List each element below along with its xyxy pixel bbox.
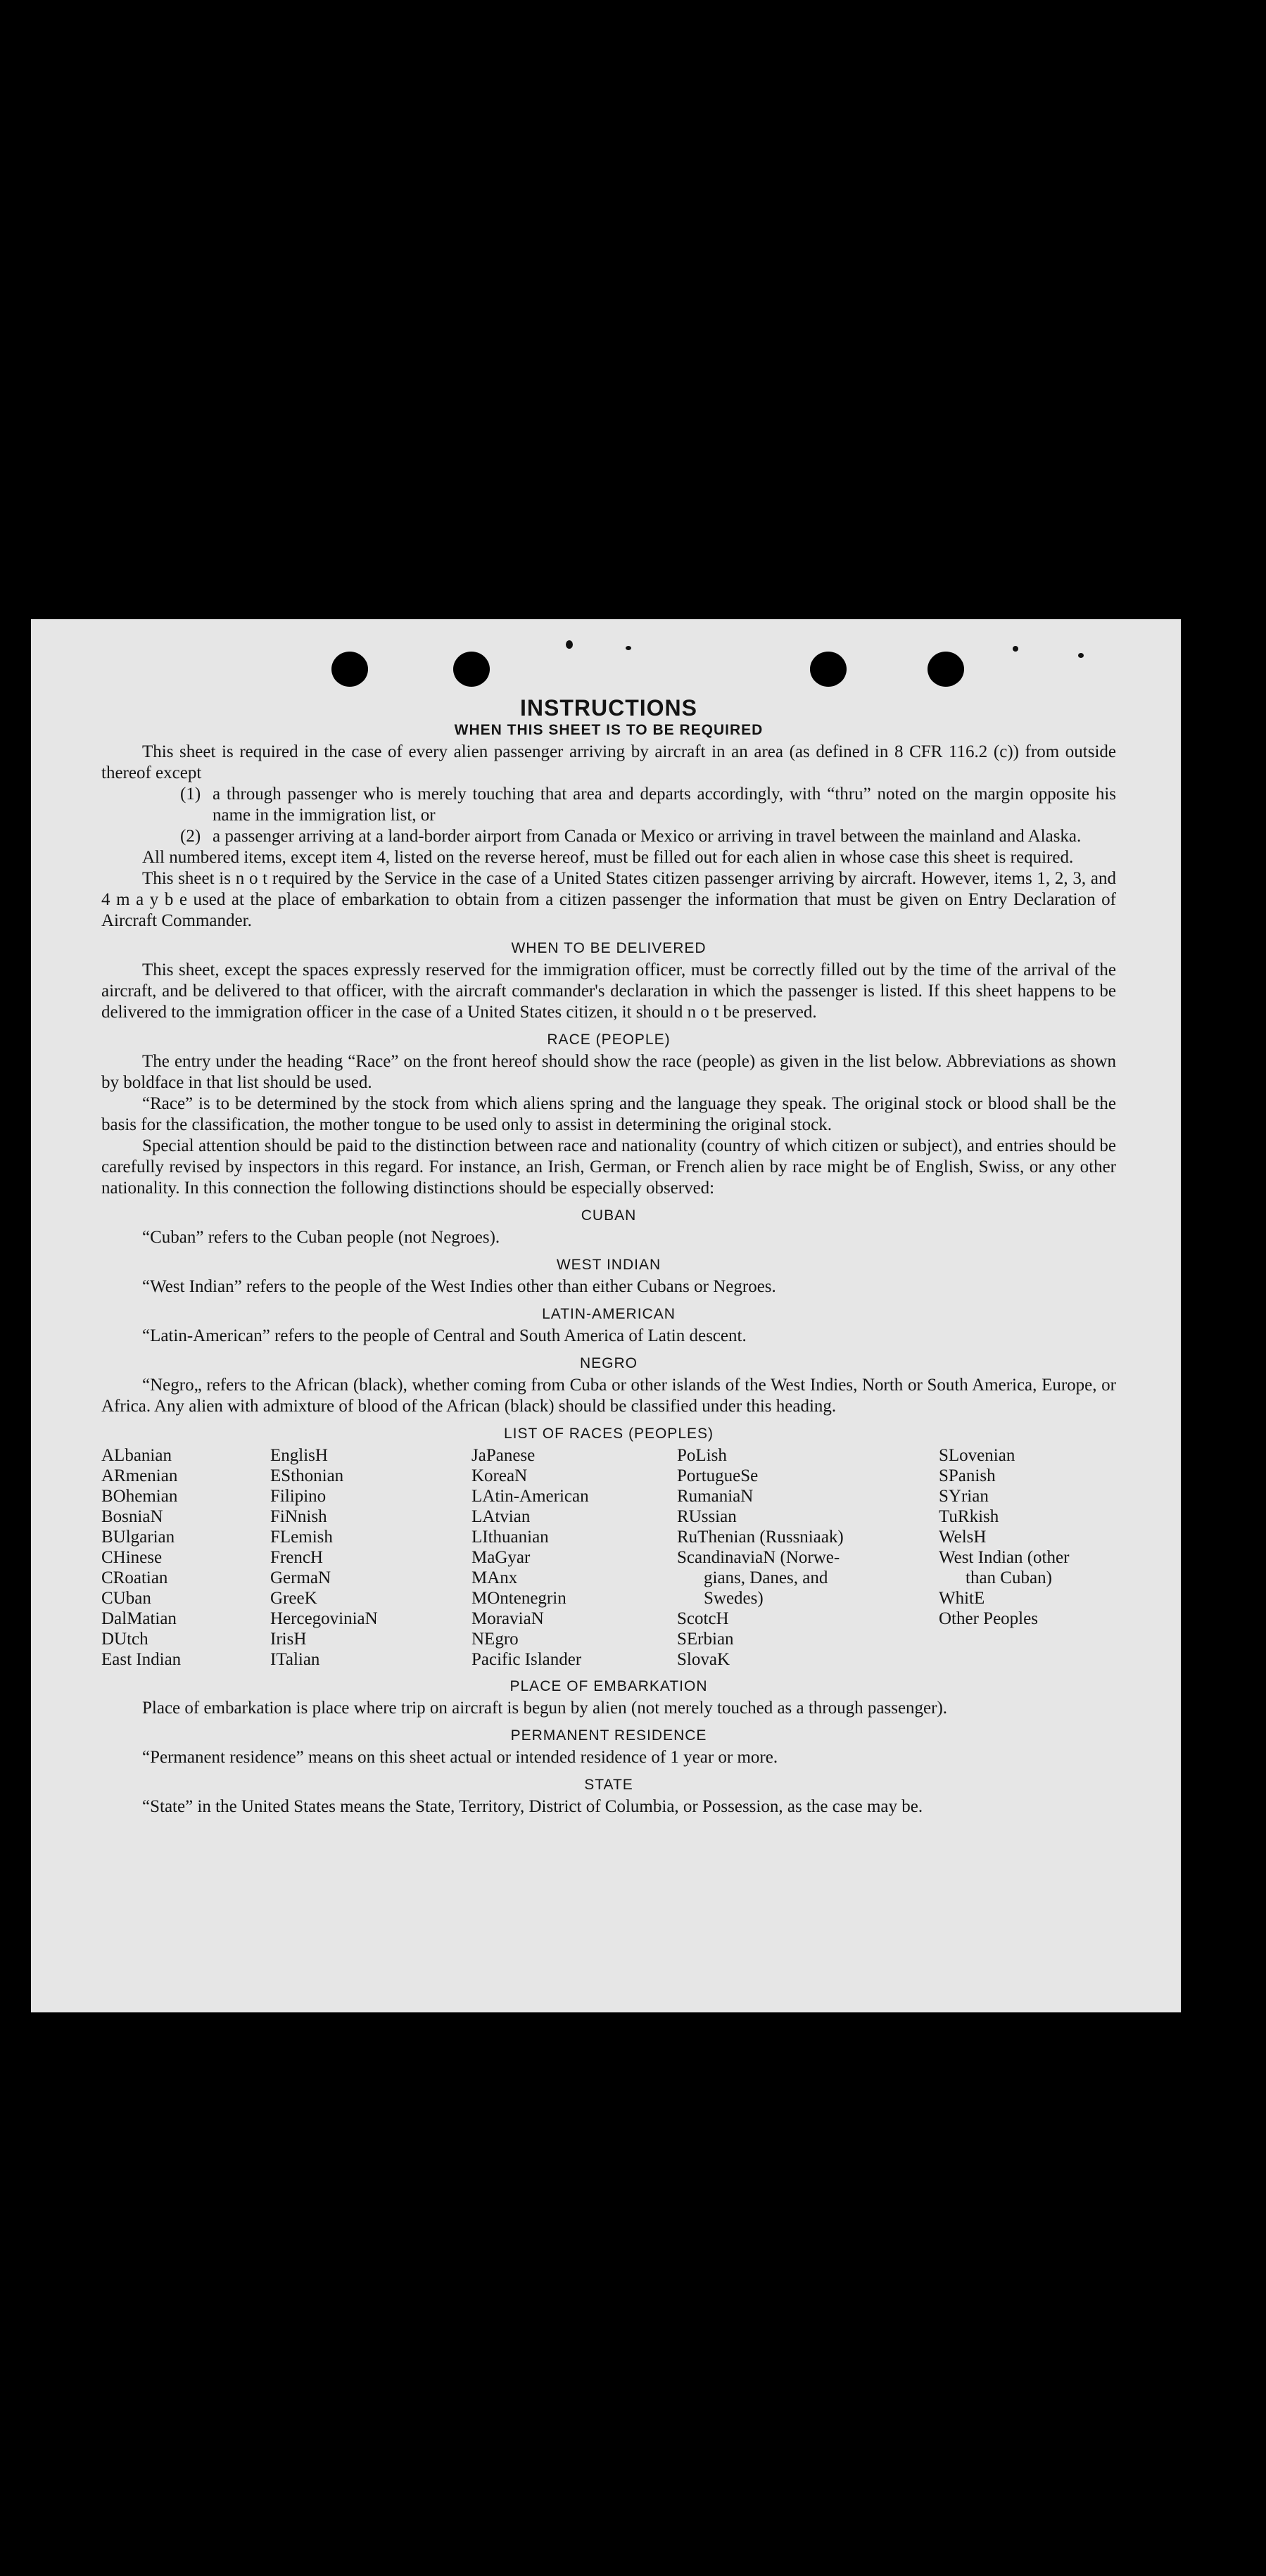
race-entry: Swedes): [704, 1589, 764, 1608]
race-entry: JaPanese: [471, 1446, 536, 1465]
race-entry: NEgro: [471, 1630, 519, 1649]
punch-hole: [331, 652, 368, 687]
race-entry: HercegoviniaN: [270, 1609, 378, 1628]
race-entry: RuThenian (Russniaak): [677, 1528, 844, 1547]
race-entry: MaGyar: [471, 1548, 531, 1567]
exception-item-1: [180, 784, 1116, 826]
race-entry: PoLish: [677, 1446, 727, 1465]
punch-hole: [810, 652, 847, 687]
punch-hole: [453, 652, 490, 687]
section-heading-west-indian: WEST INDIAN: [556, 1257, 662, 1273]
race-entry: TuRkish: [939, 1507, 999, 1526]
race-entry: RumaniaN: [677, 1487, 754, 1506]
section-heading-state: STATE: [584, 1777, 633, 1793]
race-entry: BUlgarian: [101, 1528, 175, 1547]
paragraph: This sheet, except the spaces expressly reserved for the immigration officer, must be correctly filled out by the time of the arrival of the aircraft, and be delivered to that officer, with the aircraft commander's declaration in which the passenger is listed. If this sheet happens to be delivered to the immigration officer in the case of a United States citizen, it should n o t be preserved.: [101, 960, 1116, 1022]
race-entry: SYrian: [939, 1487, 989, 1506]
paragraph: “Negro„ refers to the African (black), whether coming from Cuba or other islands of the West Indies, North or South America, Europe, or Africa. Any alien with admixture of blood of the African (black) should be classified under this heading.: [101, 1376, 1116, 1416]
race-entry: FLemish: [270, 1528, 333, 1547]
race-entry: SlovaK: [677, 1650, 730, 1669]
race-entry: SErbian: [677, 1630, 734, 1649]
ink-speck: [1013, 646, 1018, 652]
paragraph: “State” in the United States means the State, Territory, District of Columbia, or Possession, as the case may be.: [142, 1797, 923, 1816]
paragraph: Special attention should be paid to the distinction between race and nationality (country of which citizen or subject), and entries should be carefully revised by inspectors in this regard. For instance, an Irish, German, or French alien by race might be of English, Swiss, or any other nationality. In this connection the following distinctions should be especially observed:: [101, 1136, 1116, 1198]
race-entry: ARmenian: [101, 1466, 178, 1485]
paragraph: This sheet is n o t required by the Service in the case of a United States citizen passenger arriving by aircraft. However, items 1, 2, 3, and 4 m a y b e used at the place of embarkation to obtain from a citizen passenger the information that must be given on Entry Declaration of Aircraft Commander.: [101, 869, 1116, 930]
section-heading-when-delivered: WHEN TO BE DELIVERED: [511, 940, 707, 956]
race-entry: CHinese: [101, 1548, 163, 1567]
item-number: (2): [180, 827, 201, 846]
race-entry: gians, Danes, and: [704, 1568, 828, 1587]
race-entry: FrencH: [270, 1548, 323, 1567]
race-entry: BOhemian: [101, 1487, 178, 1506]
section-heading-latin-american: LATIN-AMERICAN: [542, 1306, 676, 1322]
race-entry: ALbanian: [101, 1446, 172, 1465]
races-column: [101, 1445, 270, 1670]
page-title: INSTRUCTIONS: [520, 695, 697, 721]
race-entry: Filipino: [270, 1487, 327, 1506]
race-entry: SPanish: [939, 1466, 996, 1485]
race-entry: CUban: [101, 1589, 151, 1608]
race-entry: DUtch: [101, 1630, 148, 1649]
race-entry: IrisH: [270, 1630, 307, 1649]
section-heading-race: RACE (PEOPLE): [547, 1032, 671, 1048]
races-list: [101, 1445, 1116, 1670]
instructions-body: [101, 695, 1116, 1817]
races-column: [471, 1445, 677, 1670]
paragraph: “West Indian” refers to the people of the West Indies other than either Cubans or Negroes.: [142, 1277, 776, 1296]
item-number: (1): [180, 785, 201, 804]
ink-speck: [1078, 653, 1084, 658]
punch-hole: [928, 652, 964, 687]
race-entry: GreeK: [270, 1589, 317, 1608]
exception-item-2: [180, 826, 1116, 847]
section-heading-negro: NEGRO: [579, 1355, 638, 1371]
race-entry: GermaN: [270, 1568, 331, 1587]
races-column: [677, 1445, 939, 1670]
paragraph: “Race” is to be determined by the stock from which aliens spring and the language they speak. The original stock or blood shall be the basis for the classification, the mother tongue to be used only to assist in determining the original stock.: [101, 1094, 1116, 1134]
race-entry: MAnx: [471, 1568, 518, 1587]
section-heading-permanent-residence: PERMANENT RESIDENCE: [510, 1727, 707, 1744]
paragraph: Place of embarkation is place where trip on aircraft is begun by alien (not merely touched as a through passenger).: [142, 1699, 948, 1718]
section-heading-embarkation: PLACE OF EMBARKATION: [509, 1678, 708, 1694]
paragraph: “Permanent residence” means on this sheet actual or intended residence of 1 year or more.: [142, 1748, 778, 1767]
race-entry: ITalian: [270, 1650, 320, 1669]
ink-speck: [566, 640, 573, 649]
race-entry: FiNnish: [270, 1507, 327, 1526]
paragraph: All numbered items, except item 4, listed on the reverse hereof, must be filled out for each alien in whose case this sheet is required.: [142, 848, 1074, 867]
paragraph: The entry under the heading “Race” on the front hereof should show the race (people) as given in the list below. Abbreviations as shown by boldface in that list should be used.: [101, 1052, 1116, 1092]
race-entry: than Cuban): [966, 1568, 1052, 1587]
race-entry: ScotcH: [677, 1609, 729, 1628]
race-entry: LAtvian: [471, 1507, 531, 1526]
paragraph: “Latin-American” refers to the people of Central and South America of Latin descent.: [142, 1326, 747, 1345]
races-column: [270, 1445, 471, 1670]
race-entry: LAtin-American: [471, 1487, 589, 1506]
race-entry: LIthuanian: [471, 1528, 549, 1547]
section-heading-list-of-races: LIST OF RACES (PEOPLES): [503, 1426, 714, 1442]
race-entry: MOntenegrin: [471, 1589, 566, 1608]
ink-speck: [626, 646, 631, 650]
item-text: a through passenger who is merely touching that area and departs accordingly, with “thru” noted on the margin opposite his name in the immigration list, or: [213, 785, 1116, 825]
races-column: [939, 1445, 1116, 1670]
race-entry: Pacific Islander: [471, 1650, 582, 1669]
race-entry: West Indian (other: [939, 1548, 1070, 1567]
race-entry: ScandinaviaN (Norwe-: [677, 1548, 840, 1567]
race-entry: WhitE: [939, 1589, 985, 1608]
instruction-sheet: [31, 619, 1181, 2012]
race-entry: East Indian: [101, 1650, 182, 1669]
race-entry: SLovenian: [939, 1446, 1015, 1465]
race-entry: MoraviaN: [471, 1609, 544, 1628]
race-entry: CRoatian: [101, 1568, 168, 1587]
race-entry: ESthonian: [270, 1466, 344, 1485]
race-entry: RUssian: [677, 1507, 737, 1526]
section-heading-when-required: WHEN THIS SHEET IS TO BE REQUIRED: [454, 722, 764, 738]
race-entry: BosniaN: [101, 1507, 163, 1526]
race-entry: DalMatian: [101, 1609, 177, 1628]
paragraph: “Cuban” refers to the Cuban people (not Negroes).: [142, 1228, 500, 1247]
paragraph: This sheet is required in the case of every alien passenger arriving by aircraft in an area (as defined in 8 CFR 116.2 (c)) from outside thereof except: [101, 742, 1116, 782]
race-entry: Other Peoples: [939, 1609, 1038, 1628]
race-entry: KoreaN: [471, 1466, 528, 1485]
item-text: a passenger arriving at a land-border airport from Canada or Mexico or arriving in travel between the mainland and Alaska.: [213, 827, 1082, 846]
race-entry: EnglisH: [270, 1446, 328, 1465]
race-entry: PortugueSe: [677, 1466, 759, 1485]
section-heading-cuban: CUBAN: [581, 1207, 637, 1224]
race-entry: WelsH: [939, 1528, 987, 1547]
